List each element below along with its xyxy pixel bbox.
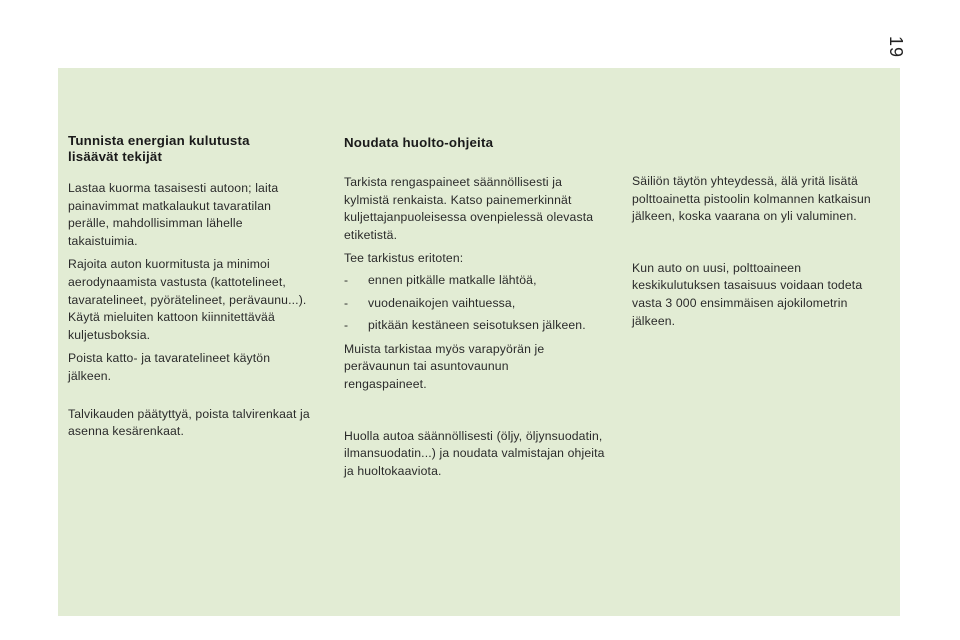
list-dash: - [344,318,349,333]
tyre-pressure-text: Tarkista rengaspaineet säännöllisesti ja kylmistä renkaista. Katso painemerkinnät kuljettajanpuoleisessa ovenpielessä olevasta etiketistä. [344,175,594,242]
list-item-text: ennen pitkälle matkalle lähtöä, [368,272,537,287]
fuel-fill-text: Säiliön täytön yhteydessä, älä yritä lisätä polttoainetta pistoolin kolmannen katkaisun jälkeen, koska vaarana on yli valuminen. [632,174,871,224]
energy-factors-heading: Tunnista energian kulutusta lisäävät tekijät [68,133,250,164]
limit-load-text: Rajoita auton kuormitusta ja minimoi aerodynaamista vastusta (kattotelineet, tavaratelineet, pyörätelineet, perävaunu...). Käytä mieluiten kattoon kiinnitettävää kuljetusboksia. [68,257,307,342]
spare-wheel-text: Muista tarkistaa myös varapyörän je perävaunun tai asuntovaunun rengaspaineet. [344,341,545,391]
check-especially-text: Tee tarkistus eritoten: [344,251,464,266]
list-item-text: vuodenaikojen vaihtuessa, [368,295,516,310]
list-dash: - [344,272,349,287]
maintenance-heading: Noudata huolto-ohjeita [344,135,494,150]
load-evenly-text: Lastaa kuorma tasaisesti autoon; laita painavimmat matkalaukut tavaratilan perälle, mahdollisimman lähelle takaistuimia. [68,181,279,248]
list-dash: - [344,295,349,310]
new-car-consumption-text: Kun auto on uusi, polttoaineen keskikulutuksen tasaisuus voidaan todeta vasta 3 000 ensimmäisen ajokilometrin jälkeen. [632,260,863,328]
list-item [344,317,616,335]
check-list [344,272,616,335]
content-panel [58,68,900,616]
list-item [344,272,616,290]
remove-racks-text: Poista katto- ja tavaratelineet käytön jälkeen. [68,351,271,383]
column-fuel-tips [632,173,897,330]
winter-tyres-text: Talvikauden päätyttyä, poista talvirenkaat ja asenna kesärenkaat. [68,406,310,439]
list-item [344,295,616,313]
column-energy-factors [68,133,338,441]
list-item-text: pitkään kestäneen seisotuksen jälkeen. [368,318,586,333]
column-maintenance [344,133,616,480]
page-number: 19 [886,36,906,59]
service-car-text: Huolla autoa säännöllisesti (öljy, öljynsuodatin, ilmansuodatin...) ja noudata valmistajan ohjeita ja huoltokaaviota. [344,428,605,478]
